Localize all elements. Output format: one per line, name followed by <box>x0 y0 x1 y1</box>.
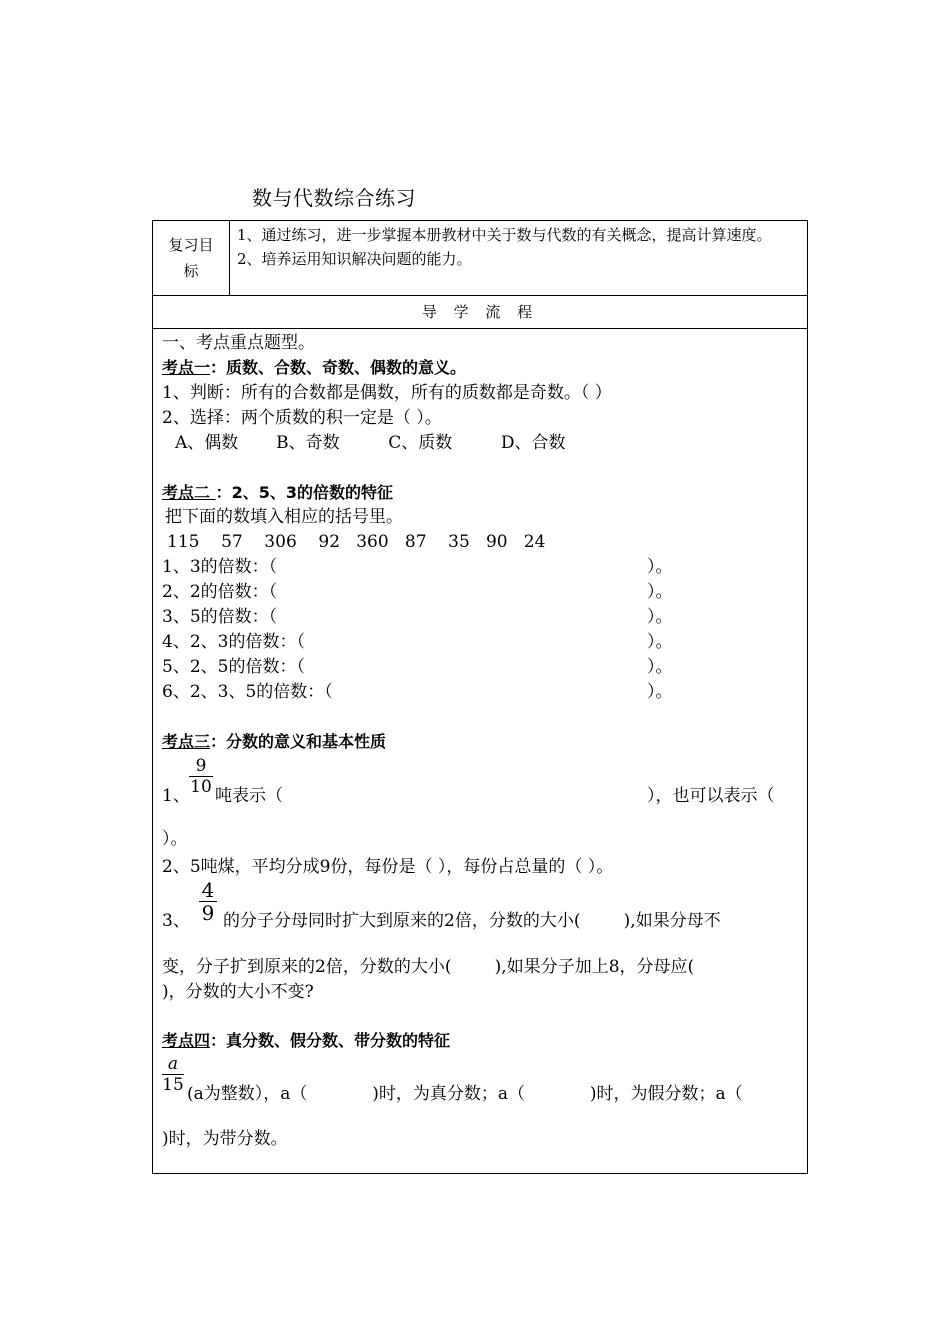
goals-text <box>237 223 803 271</box>
k3-q3-denominator: 9 <box>201 901 215 925</box>
k4-numerator: a <box>167 1054 179 1074</box>
flow-header: 导 学 流 程 <box>153 296 807 329</box>
k3-q1-denominator: 10 <box>190 777 212 797</box>
k2-instruction: 把下面的数填入相应的括号里。 <box>165 507 403 527</box>
k2-item-4: 4、2、3的倍数：（ <box>162 632 305 652</box>
k3-q3-numerator: 4 <box>201 878 215 902</box>
k1-options: A、偶数 B、奇数 C、质数 D、合数 <box>175 433 566 453</box>
k2-item-6: 6、2、3、5的倍数：（ <box>162 682 333 702</box>
k2-numbers: 115 57 306 92 360 87 35 90 24 <box>167 532 546 552</box>
goals-label-cell <box>153 221 230 295</box>
k4-heading-label: 考点四 <box>162 1031 211 1050</box>
k1-q1: 1、判断：所有的合数都是偶数，所有的质数都是奇数。（ ） <box>162 383 612 403</box>
k2-item-1-close: ）。 <box>647 557 673 577</box>
k3-q2: 2、5吨煤，平均分成9份，每份是（ ），每份占总量的（ ）。 <box>162 857 614 877</box>
k1-heading <box>162 356 466 380</box>
page-title: 数与代数综合练习 <box>252 186 416 210</box>
k4-line2: )时，为带分数。 <box>162 1129 288 1149</box>
k3-q1-text: 吨表示（ <box>215 786 283 806</box>
k3-q1-prefix: 1、 <box>162 786 190 806</box>
k1-q2: 2、选择：两个质数的积一定是（ ）。 <box>162 408 442 428</box>
k4-denominator: 15 <box>162 1075 184 1095</box>
k3-q3-fraction <box>199 879 217 924</box>
k4-line1: (a为整数），a（ )时，为真分数；a（ )时，为假分数；a（ <box>187 1084 743 1104</box>
k2-item-2-close: ）。 <box>647 582 673 602</box>
k3-q1-end: ）。 <box>162 829 188 849</box>
k1-heading-text: ：质数、合数、奇数、偶数的意义。 <box>210 358 467 377</box>
goals-label: 复习目标 <box>168 236 214 280</box>
k2-item-1: 1、3的倍数：（ <box>162 557 278 577</box>
k2-item-4-close: ）。 <box>647 632 673 652</box>
k3-q1-fraction <box>189 756 213 797</box>
section-intro: 一、考点重点题型。 <box>162 333 315 353</box>
worksheet-table <box>152 220 808 1174</box>
k2-item-6-close: ）。 <box>647 682 673 702</box>
k4-heading <box>162 1029 450 1053</box>
k3-q1-numerator: 9 <box>195 756 207 776</box>
k3-heading-text: ：分数的意义和基本性质 <box>210 732 387 751</box>
k3-heading-label: 考点三 <box>162 732 211 751</box>
k2-item-3-close: ）。 <box>647 607 673 627</box>
k3-q3-line2: 变，分子扩到原来的2倍，分数的大小( ),如果分子加上8，分母应( <box>162 957 695 977</box>
k1-heading-label: 考点一 <box>162 358 211 377</box>
k2-item-2: 2、2的倍数：（ <box>162 582 278 602</box>
k3-q3-line3: )，分数的大小不变? <box>162 982 314 1002</box>
goal-line-2: 2、培养运用知识解决问题的能力。 <box>237 250 472 268</box>
k2-heading-label: 考点二 <box>162 483 216 502</box>
k2-heading <box>162 481 393 505</box>
goals-row <box>153 221 807 296</box>
k2-heading-text: ：2、5、3的倍数的特征 <box>215 483 393 502</box>
k2-item-5-close: ）。 <box>647 657 673 677</box>
k3-heading <box>162 730 386 754</box>
k3-q1-close: ），也可以表示（ <box>647 786 775 806</box>
k2-item-5: 5、2、5的倍数：（ <box>162 657 305 677</box>
k3-q3-line1: 的分子分母同时扩大到原来的2倍，分数的大小( ),如果分母不 <box>223 911 721 931</box>
k3-q3-prefix: 3、 <box>162 911 190 931</box>
k2-item-3: 3、5的倍数：（ <box>162 607 278 627</box>
k4-heading-text: ：真分数、假分数、带分数的特征 <box>210 1031 451 1050</box>
goal-line-1: 1、通过练习，进一步掌握本册教材中关于数与代数的有关概念，提高计算速度。 <box>237 226 772 244</box>
k4-fraction <box>162 1054 184 1095</box>
